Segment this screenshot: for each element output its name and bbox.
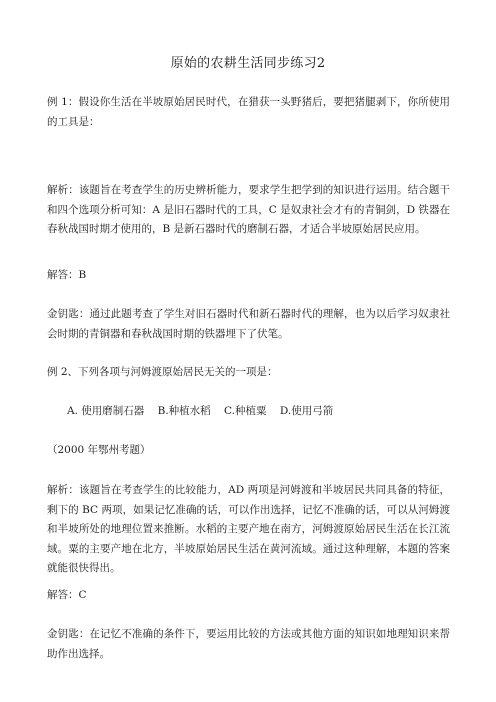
page-title: 原始的农耕生活同步练习2 — [170, 56, 326, 71]
option-d: D.使用弓箭 — [279, 405, 334, 417]
example-1-answer: 解答：B — [47, 269, 87, 281]
example-2-answer: 解答：C — [47, 589, 87, 601]
example-1-analysis: 解析：该题旨在考查学生的历史辨析能力，要求学生把学到的知识进行运用。结合题干和四个选项分析可知：A 是旧石器时代的工具，C 是奴隶社会才有的青铜剑，D 铁器在春秋战国时期才使用的，B 是新石器时代的磨制石器，才适合半坡原始居民应用。 — [47, 184, 450, 235]
example-1-question: 例 1：假设你生活在半坡原始居民时代，在猎获一头野猪后，要把猪腿剥下，你所使用的工具是： — [47, 96, 450, 128]
option-c: C.种植粟 — [224, 405, 267, 417]
example-2-key-note: 金钥匙：在记忆不准确的条件下，要运用比较的方法或其他方面的知识如地理知识来帮助作出选择。 — [47, 628, 450, 660]
example-2-analysis: 解析：该题旨在考查学生的比较能力，AD 两项是河姆渡和半坡居民共同具备的特征，剩下的 BC 两项，如果记忆准确的话，可以作出选择，记忆不准确的话，可以从河姆渡和半坡所处的地理位置来推断。水稻的主要产地在南方，河姆渡原始居民生活在长江流域。粟的主要产地在北方，半坡原始居民生活在黄河流域。通过这种理解，本题的答案就能很快得出。 — [47, 484, 450, 574]
option-a: A. 使用磨制石器 — [67, 405, 145, 417]
example-2-options — [47, 402, 450, 422]
example-1-key-note: 金钥匙：通过此题考查了学生对旧石器时代和新石器时代的理解，也为以后学习奴隶社会时期的青铜器和春秋战国时期的铁器埋下了伏笔。 — [47, 308, 450, 340]
option-b: B.种植水稻 — [157, 405, 211, 417]
example-2-source: （2000 年鄂州考题） — [47, 444, 151, 456]
example-2-question: 例 2、下列各项与河姆渡原始居民无关的一项是： — [47, 366, 278, 378]
